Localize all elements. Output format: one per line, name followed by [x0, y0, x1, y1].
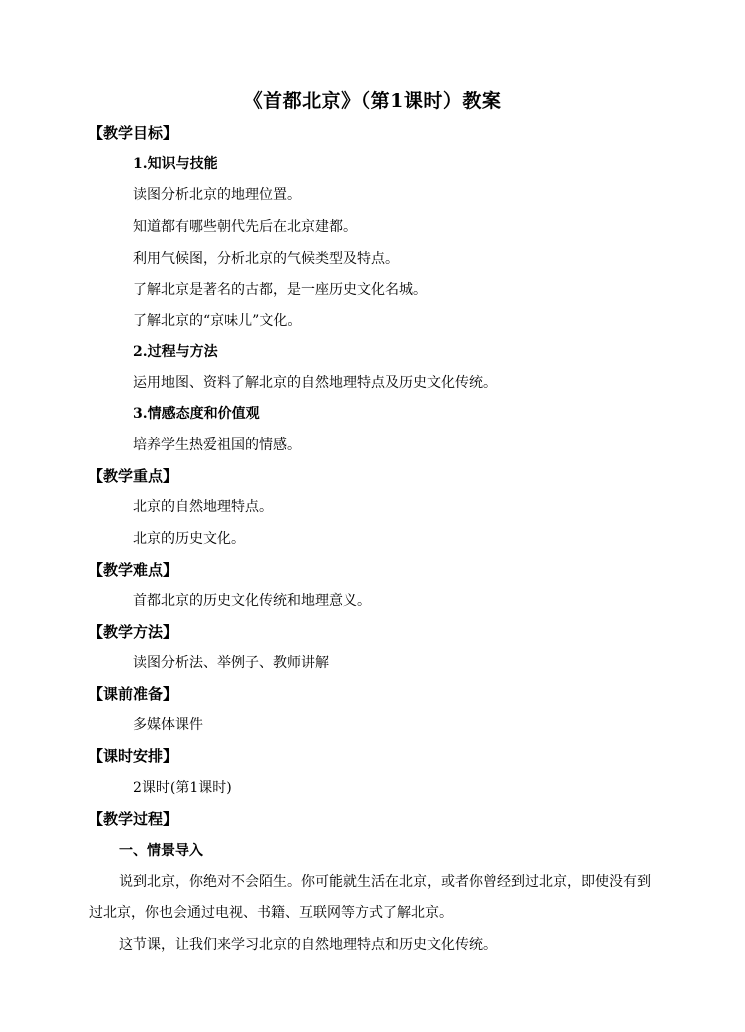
method-1: 读图分析法、举例子、教师讲解: [133, 655, 329, 671]
step-one-paragraph-line-2: 过北京，你也会通过电视、书籍、互联网等方式了解北京。: [89, 905, 453, 921]
subheading-process: 2.过程与方法: [133, 344, 218, 360]
step-one-paragraph-line-1: 说到北京，你绝对不会陌生。你可能就生活在北京，或者你曾经到过北京，即使没有到: [119, 874, 651, 890]
schedule-1: 2课时(第1课时): [133, 780, 232, 796]
document-title: 《首都北京》（第1课时）教案: [243, 90, 502, 112]
knowledge-item-2: 知道都有哪些朝代先后在北京建都。: [133, 219, 357, 235]
heading-preparation: 【课前准备】: [88, 685, 179, 703]
subheading-knowledge: 1.知识与技能: [133, 156, 218, 172]
step-one-label: 一、情景导入: [119, 843, 203, 859]
heading-key-points: 【教学重点】: [88, 467, 179, 485]
heading-schedule: 【课时安排】: [88, 747, 179, 765]
process-item-1: 运用地图、资料了解北京的自然地理特点及历史文化传统。: [133, 375, 497, 391]
heading-objectives: 【教学目标】: [88, 124, 179, 142]
emotion-item-1: 培养学生热爱祖国的情感。: [133, 437, 301, 453]
key-point-1: 北京的自然地理特点。: [133, 499, 273, 515]
heading-difficulties: 【教学难点】: [88, 561, 179, 579]
preparation-1: 多媒体课件: [133, 717, 203, 733]
knowledge-item-3: 利用气候图，分析北京的气候类型及特点。: [133, 251, 399, 267]
subheading-emotion: 3.情感态度和价值观: [133, 406, 260, 422]
heading-process-steps: 【教学过程】: [88, 810, 179, 828]
heading-methods: 【教学方法】: [88, 623, 179, 641]
step-one-paragraph-2: 这节课，让我们来学习北京的自然地理特点和历史文化传统。: [119, 937, 497, 953]
knowledge-item-1: 读图分析北京的地理位置。: [133, 187, 301, 203]
knowledge-item-4: 了解北京是著名的古都，是一座历史文化名城。: [133, 282, 427, 298]
key-point-2: 北京的历史文化。: [133, 531, 245, 547]
difficulty-1: 首都北京的历史文化传统和地理意义。: [133, 593, 371, 609]
knowledge-item-5: 了解北京的“京味儿”文化。: [133, 313, 302, 329]
